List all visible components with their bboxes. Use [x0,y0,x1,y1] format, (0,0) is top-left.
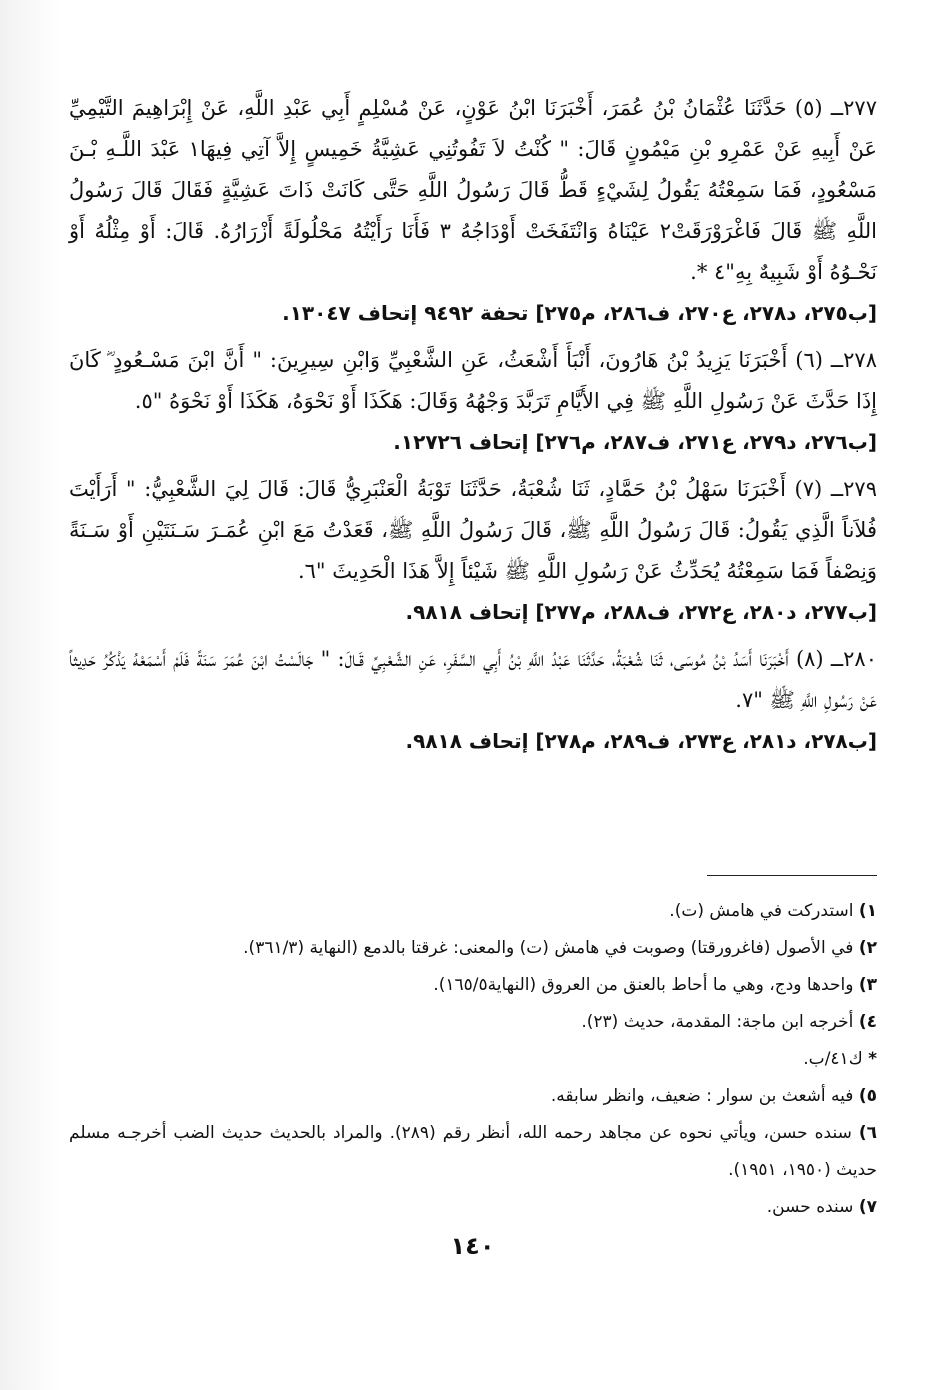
footnote-number: ٢) [858,938,877,958]
footnote-item [69,1078,877,1115]
footnote-item [69,893,877,930]
footnotes [69,893,877,1226]
footnote-text: فيه أشعث بن سوار : ضعيف، وانظر سابقه. [550,1086,854,1106]
hadith-279-reference: [ب٢٧٧، د٢٨٠، ع٢٧٢، ف٢٨٨، م٢٧٧] إتحاف ٩٨١٨. [405,600,877,624]
footnote-text: ك٤١/ب. [803,1049,863,1069]
footnote-text: في الأصول (فاغرورقتا) وصوبت في هامش (ت) والمعنى: غرقتا بالدمع (النهاية (٣٦١/٣). [243,938,854,958]
footnote-separator [707,875,877,876]
footnote-item [69,1004,877,1041]
footnote-number: ٥) [858,1086,877,1106]
hadith-277-reference: [ب٢٧٥، د٢٧٨، ع٢٧٠، ف٢٨٦، م٢٧٥] تحفة ٩٤٩٢ إتحاف ١٣٠٤٧. [282,301,877,325]
footnote-text: استدركت في هامش (ت). [669,901,854,921]
hadith-280-text: ٢٨٠ــ (٨) أَخْبَرَنَا أَسَدُ بْنُ مُوسَى، ثَنَا شُعْبَةُ، حَدَّثَنَا عَبْدُ اللَّهِ بْنُ أَبِي السَّفَرِ، عَنِ الشَّعْبِيِّ قَـالَ: " جَالَسْتُ ابْنَ عُمَرَ سَنَةً فَلَمْ أَسْمَعْهُ يَذْكُرُ حَدِيثاً عَنْ رَسُولِ اللَّهِ ﷺ "٧. [69,647,877,712]
footnote-item [69,1189,877,1226]
footnote-item [69,1041,877,1078]
footnote-item [69,930,877,967]
hadith-277-text: ٢٧٧ــ (٥) حَدَّثَنَا عُثْمَانُ بْنُ عُمَرَ، أَخْبَرَنَا ابْنُ عَوْنٍ، عَنْ مُسْلِمٍ أَبِي عَبْدِ اللَّهِ، عَنْ إِبْرَاهِيمَ التَّيْمِيِّ عَنْ أَبِيهِ عَنْ عَمْرِو بْنِ مَيْمُونٍ قَالَ: " كُنْتُ لاَ تَفُوتُنِي عَشِيَّةُ خَمِيسٍ إِلاَّ آتِي فِيهَا١ عَبْدَ اللَّـهِ بْـنَ مَسْعُودٍ، فَمَا سَمِعْتُهُ يَقُولُ لِشَيْءٍ قَطُّ قَالَ رَسُولُ اللَّهِ حَتَّى كَانَتْ ذَاتَ عَشِيَّةٍ فَقَالَ قَالَ رَسُولُ اللَّهِ ﷺ قَالَ فَاغْرَوْرَقَتْ٢ عَيْنَاهُ وَانْتَفَخَتْ أَوْدَاجُهُ ٣ فَأَنَا رَأَيْتُهُ مَحْلُولَةً أَزْرَارُهُ. قَالَ: أَوْ مِثْلُهُ أَوْ نَحْـوُهُ أَوْ شَبِيهٌ بِهِ"٤ *. [69,96,878,284]
footnote-text: واحدها ودج، وهي ما أحاط بالعنق من العروق (النهاية١٦٥/٥). [433,975,854,995]
scan-edge-shading [0,0,60,1390]
page-number: ١٤٠ [450,1232,495,1260]
hadith-278-text: ٢٧٨ــ (٦) أَخْبَرَنَا يَزِيدُ بْنُ هَارُونَ، أَنْبَأَ أَشْعَثُ، عَنِ الشَّعْبِيِّ وَابْنِ سِيرِينَ: " أَنَّ ابْنَ مَسْـعُودٍ ؓ كَانَ إِذَا حَدَّثَ عَنْ رَسُولِ اللَّهِ ﷺ فِي الأَيَّامِ تَرَبَّدَ وَجْهُهُ وَقَالَ: هَكَذَا أَوْ نَحْوَهُ، هَكَذَا أَوْ نَحْوَهُ "٥. [69,348,877,413]
footnote-number: ٤) [858,1012,877,1032]
footnote-number: ١) [858,901,877,921]
footnote-number: ٣) [858,975,877,995]
footnote-number: ٧) [858,1197,877,1217]
hadith-text-body [69,88,877,768]
footnote-number: ٦) [858,1123,877,1143]
footnote-text: سنده حسن. [766,1197,854,1217]
footnote-item [69,967,877,1004]
hadith-280-reference: [ب٢٧٨، د٢٨١، ع٢٧٣، ف٢٨٩، م٢٧٨] إتحاف ٩٨١٨. [405,729,877,753]
footnote-number: * [868,1049,877,1069]
footnote-item [69,1115,877,1189]
footnote-text: أخرجه ابن ماجة: المقدمة، حديث (٢٣). [581,1012,854,1032]
hadith-278-reference: [ب٢٧٦، د٢٧٩، ع٢٧١، ف٢٨٧، م٢٧٦] إتحاف ١٢٧٢٦. [393,430,877,454]
hadith-279-text: ٢٧٩ــ (٧) أَخْبَرَنَا سَهْلُ بْنُ حَمَّادٍ، ثَنَا شُعْبَةُ، حَدَّثَنَا تَوْبَةُ الْعَنْبَرِيُّ قَالَ: قَالَ لِيَ الشَّعْبِيُّ: " أَرَأَيْتَ فُلاَناً الَّذِي يَقُولُ: قَالَ رَسُولُ اللَّهِ ﷺ، قَالَ رَسُولُ اللَّهِ ﷺ، قَعَدْتُ مَعَ ابْنِ عُمَـرَ سَـنَتَيْنِ أَوْ سَـنَةً وَنِصْفاً فَمَا سَمِعْتُهُ يُحَدِّثُ عَنْ رَسُولِ اللَّهِ ﷺ شَيْئاً إِلاَّ هَذَا الْحَدِيثَ "٦. [69,477,877,583]
footnote-text: سنده حسن، ويأتي نحوه عن مجاهد رحمه الله، أنظر رقم (٢٨٩). والمراد بالحديث حديث الضب أخرجـه مسلم حديث (١٩٥٠، ١٩٥١). [69,1123,877,1180]
